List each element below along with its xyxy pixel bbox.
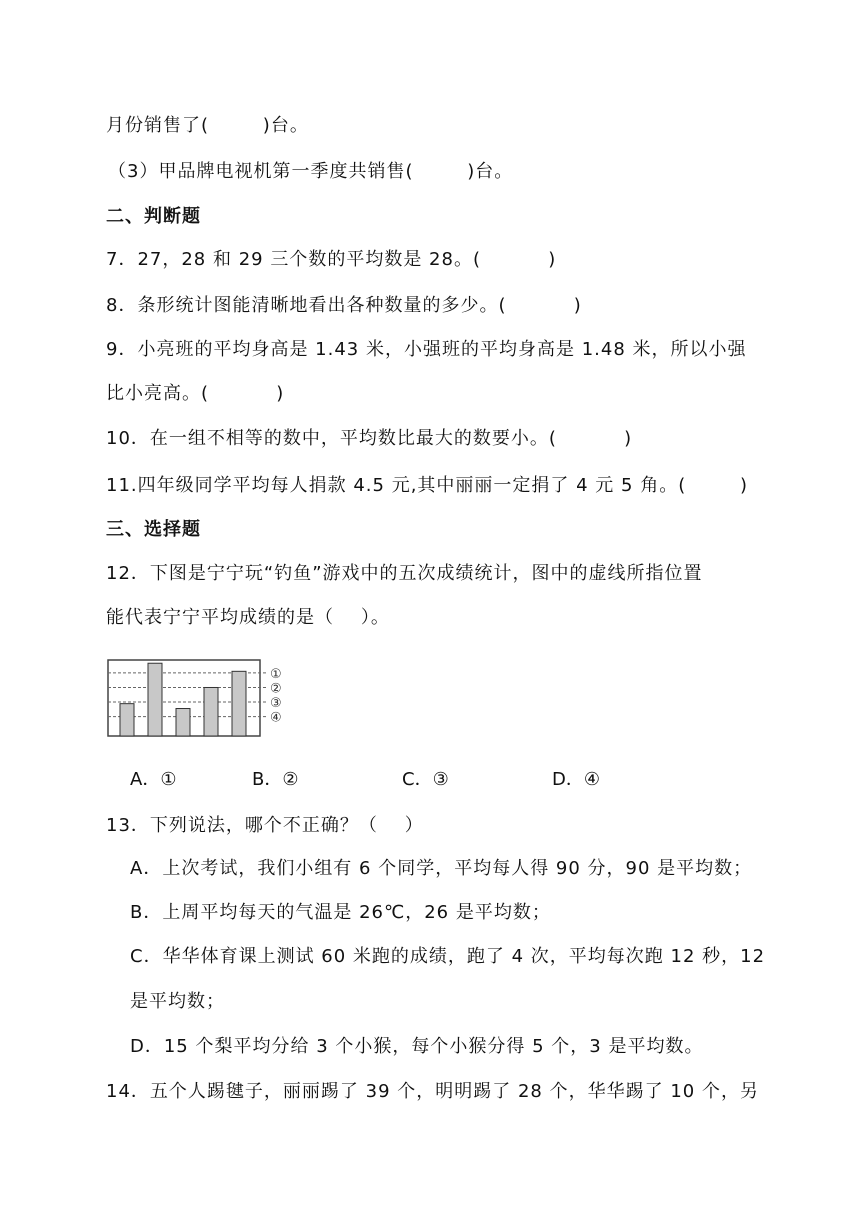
fishing-score-chart	[106, 658, 296, 740]
text-line-q12b: 能代表宁宁平均成绩的是（ ）。	[106, 607, 390, 628]
text-line-q14: 14．五个人踢毽子，丽丽踢了 39 个，明明踢了 28 个，华华踢了 10 个，另	[106, 1081, 759, 1102]
reference-label-2: ②	[270, 681, 282, 697]
text-line-q12a: 12．下图是宁宁玩“钓鱼”游戏中的五次成绩统计，图中的虚线所指位置	[106, 563, 703, 584]
bar-5	[232, 671, 246, 736]
option-a[interactable]: A．①	[130, 769, 177, 790]
reference-label-3: ③	[270, 696, 282, 712]
text-line-q13c2: 是平均数；	[130, 991, 225, 1012]
bar-2	[148, 663, 162, 736]
text-line-q13c1: C．华华体育课上测试 60 米跑的成绩，跑了 4 次，平均每次跑 12 秒，12	[130, 946, 766, 967]
text-line-q8: 8．条形统计图能清晰地看出各种数量的多少。( )	[106, 295, 582, 316]
text-line-q7: 7．27，28 和 29 三个数的平均数是 28。( )	[106, 249, 557, 270]
option-b[interactable]: B．②	[252, 769, 299, 790]
text-line-q9b: 比小亮高。( )	[106, 383, 285, 404]
text-line-q13d: D．15 个梨平均分给 3 个小猴，每个小猴分得 5 个，3 是平均数。	[130, 1036, 704, 1057]
bar-1	[120, 704, 134, 736]
text-line-sec3: 三、选择题	[106, 519, 201, 540]
reference-label-1: ①	[270, 666, 282, 682]
text-line-sec2: 二、判断题	[106, 206, 201, 227]
option-c[interactable]: C．③	[402, 769, 449, 790]
text-line-q13: 13．下列说法，哪个不正确？（ ）	[106, 815, 424, 836]
text-line-q11: 11.四年级同学平均每人捐款 4.5 元,其中丽丽一定捐了 4 元 5 角。( )	[106, 475, 749, 496]
text-line-q13b: B．上周平均每天的气温是 26℃，26 是平均数；	[130, 902, 551, 923]
reference-label-4: ④	[270, 710, 282, 726]
option-d[interactable]: D．④	[552, 769, 600, 790]
text-line-q13a: A．上次考试，我们小组有 6 个同学，平均每人得 90 分，90 是平均数；	[130, 858, 753, 879]
bar-4	[204, 687, 218, 736]
text-line-q10: 10．在一组不相等的数中，平均数比最大的数要小。( )	[106, 428, 633, 449]
text-line-q6-3: （3）甲品牌电视机第一季度共销售( )台。	[108, 161, 514, 182]
text-line-q6-cont: 月份销售了( )台。	[106, 115, 309, 136]
bar-3	[176, 709, 190, 736]
text-line-q9a: 9．小亮班的平均身高是 1.43 米，小强班的平均身高是 1.48 米，所以小强	[106, 339, 747, 360]
